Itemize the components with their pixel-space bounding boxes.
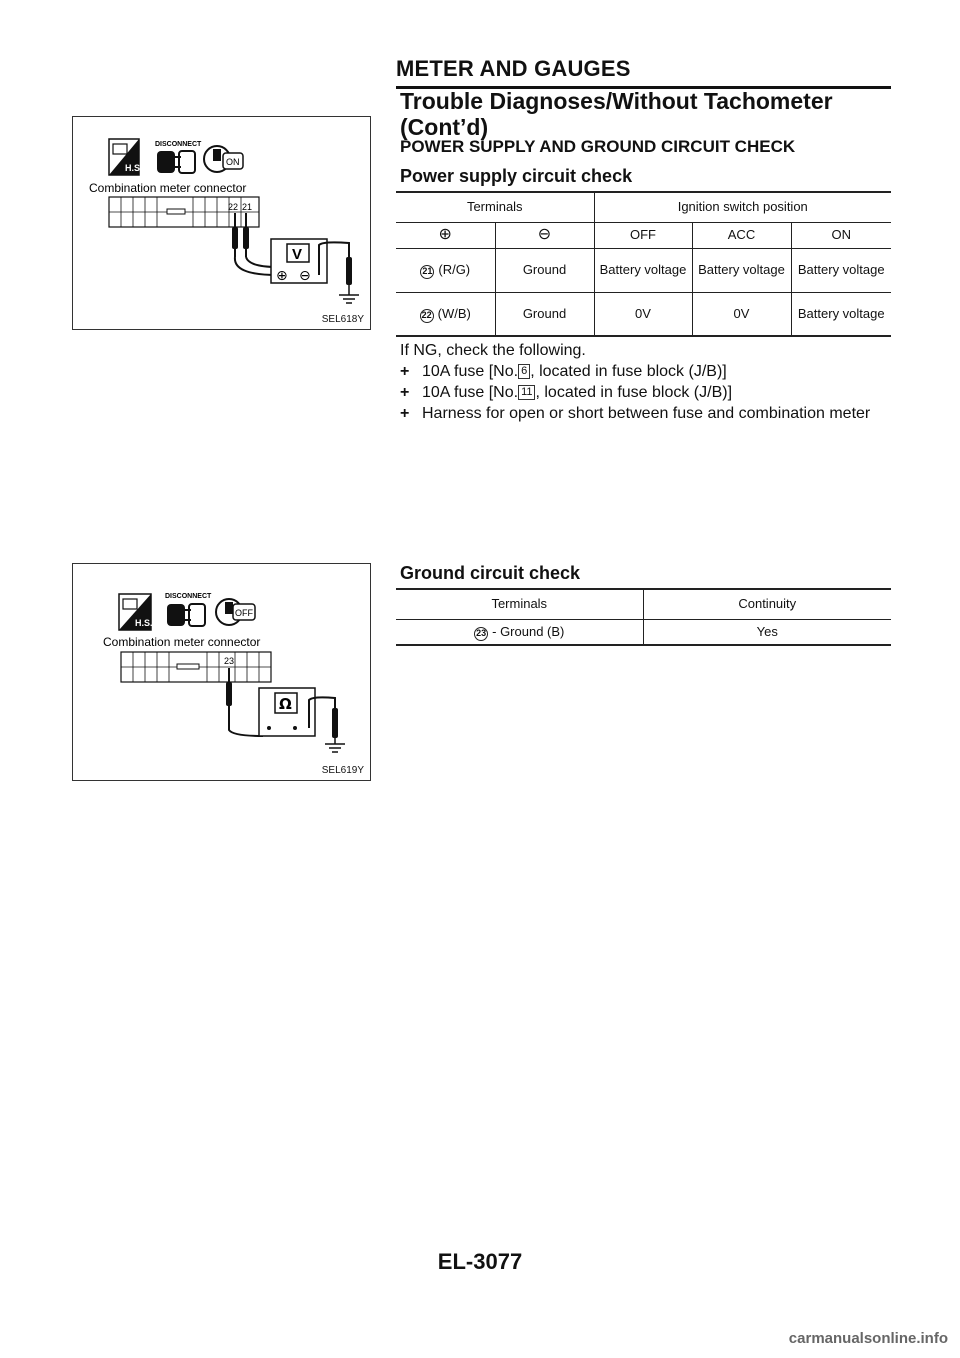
svg-text:DISCONNECT: DISCONNECT <box>155 141 202 148</box>
voltmeter-diagram <box>73 117 372 331</box>
table-subheader-row <box>396 222 891 248</box>
fuse-number-badge: 11 <box>518 385 535 400</box>
header-minus-icon: ⊖ <box>495 222 594 248</box>
ignition-key-icon <box>216 599 255 625</box>
main-heading: POWER SUPPLY AND GROUND CIRCUIT CHECK <box>400 137 796 156</box>
watermark: carmanualsonline.info <box>788 1330 948 1347</box>
header-ignition-position: Ignition switch position <box>594 192 891 222</box>
continuity-value: Yes <box>643 619 891 645</box>
terminal-cell: 21 (R/G) <box>396 248 495 292</box>
disconnect-icon <box>165 593 212 626</box>
bullet-icon: + <box>400 405 410 422</box>
on-value: Battery voltage <box>791 248 891 292</box>
bullet-icon: + <box>400 363 410 380</box>
connector-label: Combination meter connector <box>103 635 261 649</box>
subtitle-line-2: (Cont’d) <box>400 114 489 140</box>
svg-text:⊕: ⊕ <box>276 268 288 284</box>
ohmmeter-icon <box>259 688 338 744</box>
header-plus-icon: ⊕ <box>396 222 495 248</box>
section-title: METER AND GAUGES <box>396 56 631 81</box>
svg-text:H.S.: H.S. <box>135 618 153 628</box>
ground-cell: Ground <box>495 248 594 292</box>
svg-text:⊖: ⊖ <box>299 268 311 284</box>
hs-icon <box>109 139 143 175</box>
hs-icon <box>119 594 153 630</box>
pin-label-23: 23 <box>224 656 235 666</box>
ground-symbol-icon <box>325 744 345 752</box>
voltmeter-icon <box>271 239 352 295</box>
svg-text:DISCONNECT: DISCONNECT <box>165 593 212 600</box>
acc-value: Battery voltage <box>692 248 791 292</box>
table-row <box>396 248 891 292</box>
header-terminals: Terminals <box>396 589 643 619</box>
ignition-key-icon <box>204 146 243 172</box>
table-row <box>396 619 891 645</box>
terminal-number-icon: 21 <box>420 265 434 279</box>
table-header-row <box>396 192 891 222</box>
svg-text:V: V <box>292 246 303 263</box>
svg-text:H.S.: H.S. <box>125 163 143 173</box>
power-supply-heading: Power supply circuit check <box>400 166 633 186</box>
list-item: + Harness for open or short between fuse and combination meter <box>400 405 871 422</box>
ng-intro: If NG, check the following. <box>400 342 586 359</box>
header-acc: ACC <box>692 222 791 248</box>
figure-code: SEL619Y <box>321 765 364 776</box>
on-value: Battery voltage <box>791 292 891 336</box>
figure-ground-check <box>72 563 371 781</box>
power-supply-table <box>396 191 891 337</box>
list-item: + 10A fuse [No. 11 , located in fuse block (J/B)] <box>400 384 733 401</box>
pin-label-21: 21 <box>242 202 253 212</box>
fuse-number-badge: 6 <box>518 364 530 379</box>
svg-text:ON: ON <box>226 157 240 167</box>
terminal-number-icon: 23 <box>474 627 488 641</box>
ohmmeter-diagram <box>73 564 372 782</box>
subtitle-line-1: Trouble Diagnoses/Without Tachometer <box>400 88 833 114</box>
acc-value: 0V <box>692 292 791 336</box>
off-value: 0V <box>594 292 692 336</box>
header-continuity: Continuity <box>643 589 891 619</box>
header-terminals: Terminals <box>396 192 594 222</box>
ground-check-heading: Ground circuit check <box>400 563 581 583</box>
bullet-icon: + <box>400 384 410 401</box>
combination-meter-connector <box>109 197 259 227</box>
terminal-number-icon: 22 <box>420 309 434 323</box>
disconnect-icon <box>155 141 202 173</box>
terminal-cell: 23 - Ground (B) <box>396 619 643 645</box>
header-on: ON <box>791 222 891 248</box>
pin-label-22: 22 <box>228 202 239 212</box>
off-value: Battery voltage <box>594 248 692 292</box>
terminal-cell: 22 (W/B) <box>396 292 495 336</box>
combination-meter-connector <box>121 652 271 682</box>
svg-text:Ω: Ω <box>279 695 292 713</box>
figure-code: SEL618Y <box>321 314 364 325</box>
ground-cell: Ground <box>495 292 594 336</box>
header-off: OFF <box>594 222 692 248</box>
table-row <box>396 292 891 336</box>
page-number: EL-3077 <box>437 1249 523 1274</box>
table-header-row <box>396 589 891 619</box>
list-item: + 10A fuse [No. 6 , located in fuse block (J/B)] <box>400 363 727 380</box>
ground-symbol-icon <box>339 295 359 303</box>
connector-label: Combination meter connector <box>89 181 247 195</box>
svg-text:OFF: OFF <box>235 608 253 618</box>
ground-check-table <box>396 588 891 646</box>
figure-power-supply-check <box>72 116 371 330</box>
